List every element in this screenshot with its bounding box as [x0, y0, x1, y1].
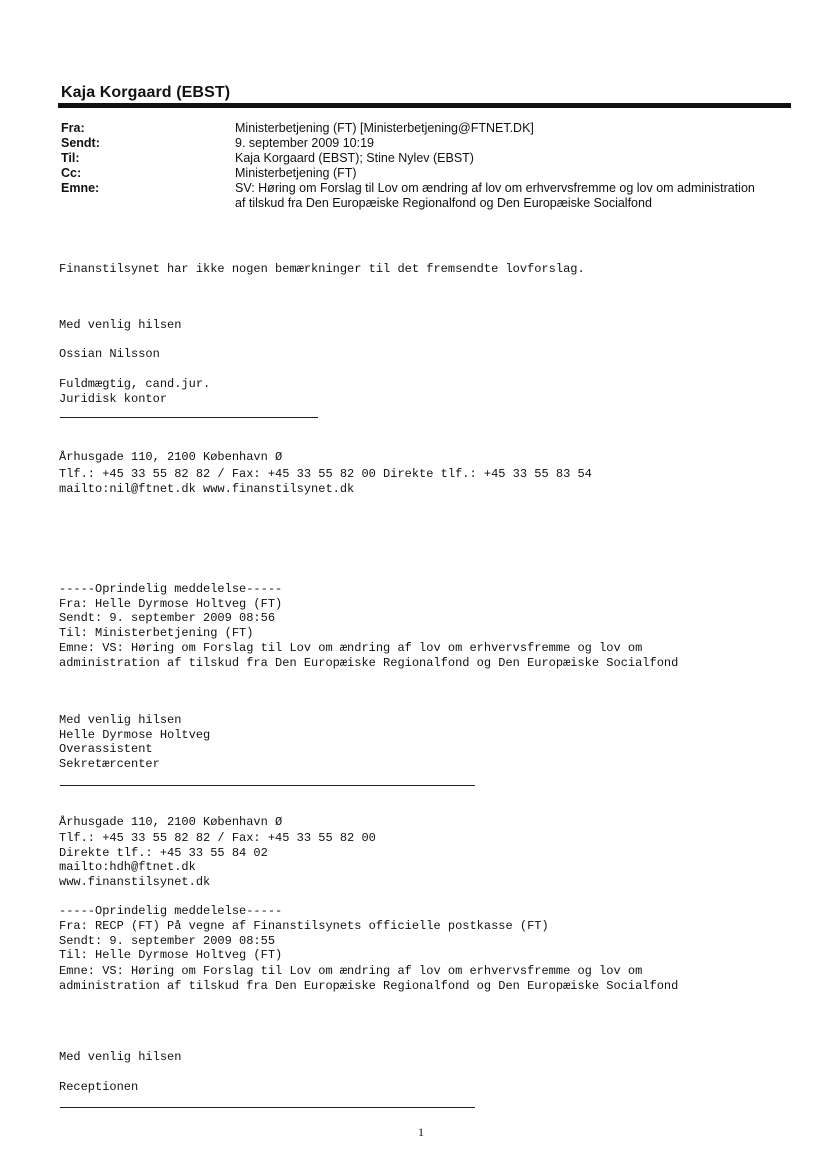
original-message-2-til: Til: Helle Dyrmose Holtveg (FT)	[59, 948, 283, 962]
signature-role-1b: Juridisk kontor	[59, 392, 168, 406]
signature-divider-1	[60, 417, 318, 418]
header-til-label: Til:	[61, 151, 80, 165]
greeting-1: Med venlig hilsen	[59, 318, 182, 332]
signature-role-2b: Sekretærcenter	[59, 757, 160, 771]
address-2-line-4: mailto:hdh@ftnet.dk	[59, 860, 196, 874]
original-message-2-separator: -----Oprindelig meddelelse-----	[59, 904, 283, 918]
signature-role-1a: Fuldmægtig, cand.jur.	[59, 377, 211, 391]
header-sendt-label: Sendt:	[61, 136, 100, 150]
address-2-line-2: Tlf.: +45 33 55 82 82 / Fax: +45 33 55 82 00	[59, 831, 376, 845]
header-cc-value: Ministerbetjening (FT)	[235, 166, 357, 180]
original-message-1-emne-2: administration af tilskud fra Den Europæiske Regionalfond og Den Europæiske Socialfond	[59, 656, 679, 670]
address-1-line-1: Århusgade 110, 2100 København Ø	[59, 450, 283, 464]
header-fra-label: Fra:	[61, 121, 85, 135]
original-message-2-emne-1: Emne: VS: Høring om Forslag til Lov om ændring af lov om erhvervsfremme og lov om	[59, 964, 643, 978]
address-1-line-2: Tlf.: +45 33 55 82 82 / Fax: +45 33 55 82 00 Direkte tlf.: +45 33 55 83 54	[59, 467, 592, 481]
header-fra-value: Ministerbetjening (FT) [Ministerbetjening@FTNET.DK]	[235, 121, 534, 135]
address-1-line-3: mailto:nil@ftnet.dk www.finanstilsynet.dk	[59, 482, 355, 496]
original-message-1-emne-1: Emne: VS: Høring om Forslag til Lov om ændring af lov om erhvervsfremme og lov om	[59, 641, 643, 655]
signature-name-1: Ossian Nilsson	[59, 347, 160, 361]
header-cc-label: Cc:	[61, 166, 82, 180]
original-message-2-sendt: Sendt: 9. september 2009 08:55	[59, 934, 276, 948]
original-message-2-fra: Fra: RECP (FT) På vegne af Finanstilsynets officielle postkasse (FT)	[59, 919, 549, 933]
header-emne-value: SV: Høring om Forslag til Lov om ændring af lov om erhvervsfremme og lov om administration af tilskud fra Den Europæiske Regionalfond og Den Europæiske Socialfond	[235, 181, 755, 210]
signature-divider-3	[60, 1107, 475, 1108]
address-2-line-5: www.finanstilsynet.dk	[59, 875, 211, 889]
body-main-text: Finanstilsynet har ikke nogen bemærkninger til det fremsendte lovforslag.	[59, 262, 585, 276]
greeting-2: Med venlig hilsen	[59, 713, 182, 727]
signature-role-2a: Overassistent	[59, 742, 153, 756]
original-message-1-sendt: Sendt: 9. september 2009 08:56	[59, 611, 276, 625]
email-title: Kaja Korgaard (EBST)	[61, 84, 231, 101]
signature-name-3: Receptionen	[59, 1080, 139, 1094]
signature-name-2: Helle Dyrmose Holtveg	[59, 728, 211, 742]
signature-divider-2	[60, 785, 475, 786]
original-message-1-fra: Fra: Helle Dyrmose Holtveg (FT)	[59, 597, 283, 611]
greeting-3: Med venlig hilsen	[59, 1050, 182, 1064]
header-sendt-value: 9. september 2009 10:19	[235, 136, 374, 150]
original-message-2-emne-2: administration af tilskud fra Den Europæiske Regionalfond og Den Europæiske Socialfond	[59, 979, 679, 993]
header-emne-label: Emne:	[61, 181, 100, 195]
original-message-1-separator: -----Oprindelig meddelelse-----	[59, 582, 283, 596]
page-number: 1	[418, 1125, 424, 1139]
title-underline	[58, 103, 791, 108]
header-til-value: Kaja Korgaard (EBST); Stine Nylev (EBST)	[235, 151, 474, 165]
address-2-line-3: Direkte tlf.: +45 33 55 84 02	[59, 846, 268, 860]
address-2-line-1: Århusgade 110, 2100 København Ø	[59, 815, 283, 829]
original-message-1-til: Til: Ministerbetjening (FT)	[59, 626, 254, 640]
